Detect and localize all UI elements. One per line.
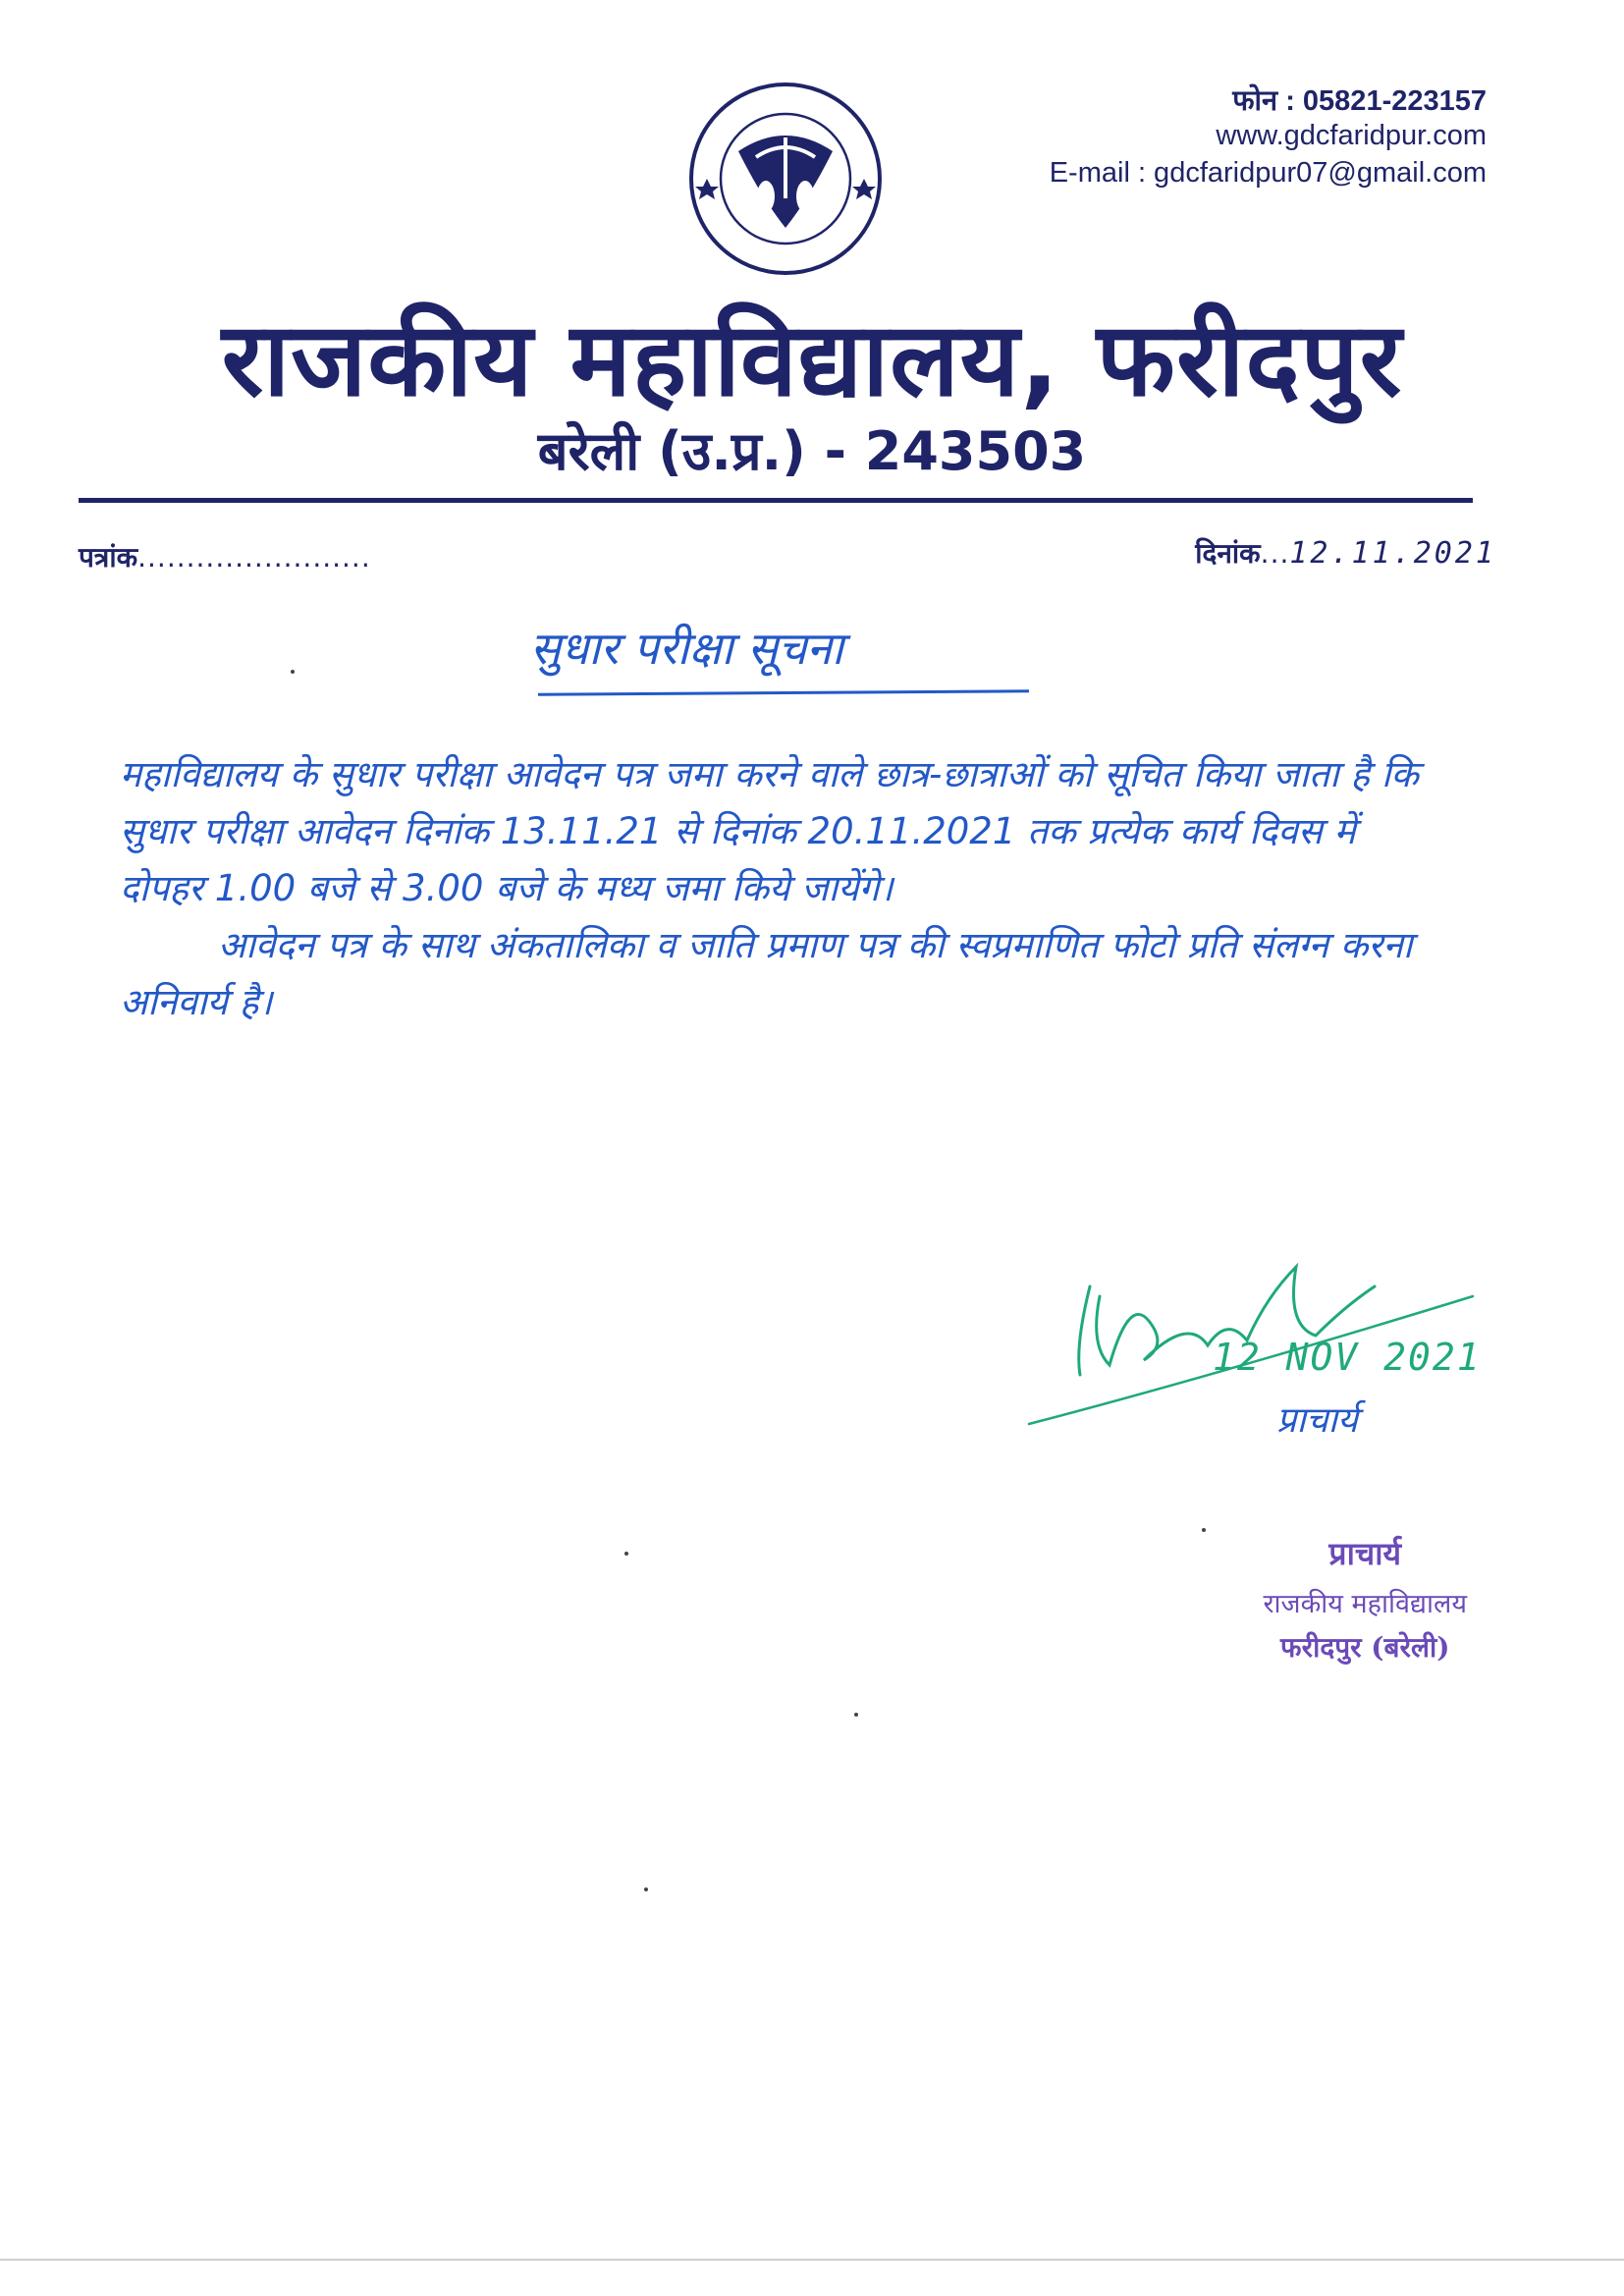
header-divider [79, 498, 1473, 503]
college-name-title: राजकीय महाविद्यालय, फरीदपुर [221, 300, 1403, 419]
date-value: 12.11.2021 [1289, 536, 1496, 571]
scan-speck [854, 1713, 858, 1717]
principal-stamp [1264, 1532, 1468, 1666]
signature-title: प्राचार्य [1276, 1400, 1358, 1441]
email-address[interactable]: E-mail : gdcfaridpur07@gmail.com [1049, 157, 1487, 189]
stamp-line-title: प्राचार्य [1328, 1535, 1402, 1572]
heading-underline [538, 689, 1029, 695]
notice-paragraph-2: आवेदन पत्र के साथ अंकतालिका व जाति प्रमाण पत्र की स्वप्रमाणित फोटो प्रति संलग्न करना अनिवार्य है। [120, 924, 1413, 1023]
scan-speck [1202, 1528, 1206, 1532]
scan-speck [644, 1887, 648, 1891]
page-bottom-edge [0, 2259, 1624, 2261]
signature-date: 12 NOV 2021 [1213, 1336, 1482, 1379]
reference-field [79, 538, 371, 575]
phone-number: फोन : 05821-223157 [1232, 85, 1487, 117]
reference-value: ........................ [137, 541, 371, 574]
scan-speck [624, 1552, 628, 1556]
notice-heading: सुधार परीक्षा सूचना [530, 622, 843, 675]
notice-paragraph-1: महाविद्यालय के सुधार परीक्षा आवेदन पत्र जमा करने वाले छात्र-छात्राओं को सूचित किया जाता है कि सुधार परीक्षा आवेदन दिनांक 13.11.21 से दिनांक 20.11.2021 तक प्रत्येक कार्य दिवस में दोपहर 1.00 बजे से 3.00 बजे के मध्य जमा किये जायेंगे। [120, 753, 1419, 909]
college-seal-logo [687, 81, 884, 277]
date-field: दिनांक...12.11.2021 [1195, 536, 1496, 571]
website-link[interactable]: www.gdcfaridpur.com [1216, 120, 1487, 151]
notice-body [120, 746, 1426, 1031]
college-address: बरेली (उ.प्र.) - 243503 [537, 420, 1087, 482]
stamp-line-place: फरीदपुर (बरेली) [1280, 1631, 1450, 1664]
date-label: दिनांक [1195, 537, 1261, 570]
scan-speck [291, 670, 295, 674]
stamp-line-college: राजकीय महाविद्यालय [1263, 1589, 1467, 1619]
reference-label: पत्रांक [79, 541, 138, 574]
